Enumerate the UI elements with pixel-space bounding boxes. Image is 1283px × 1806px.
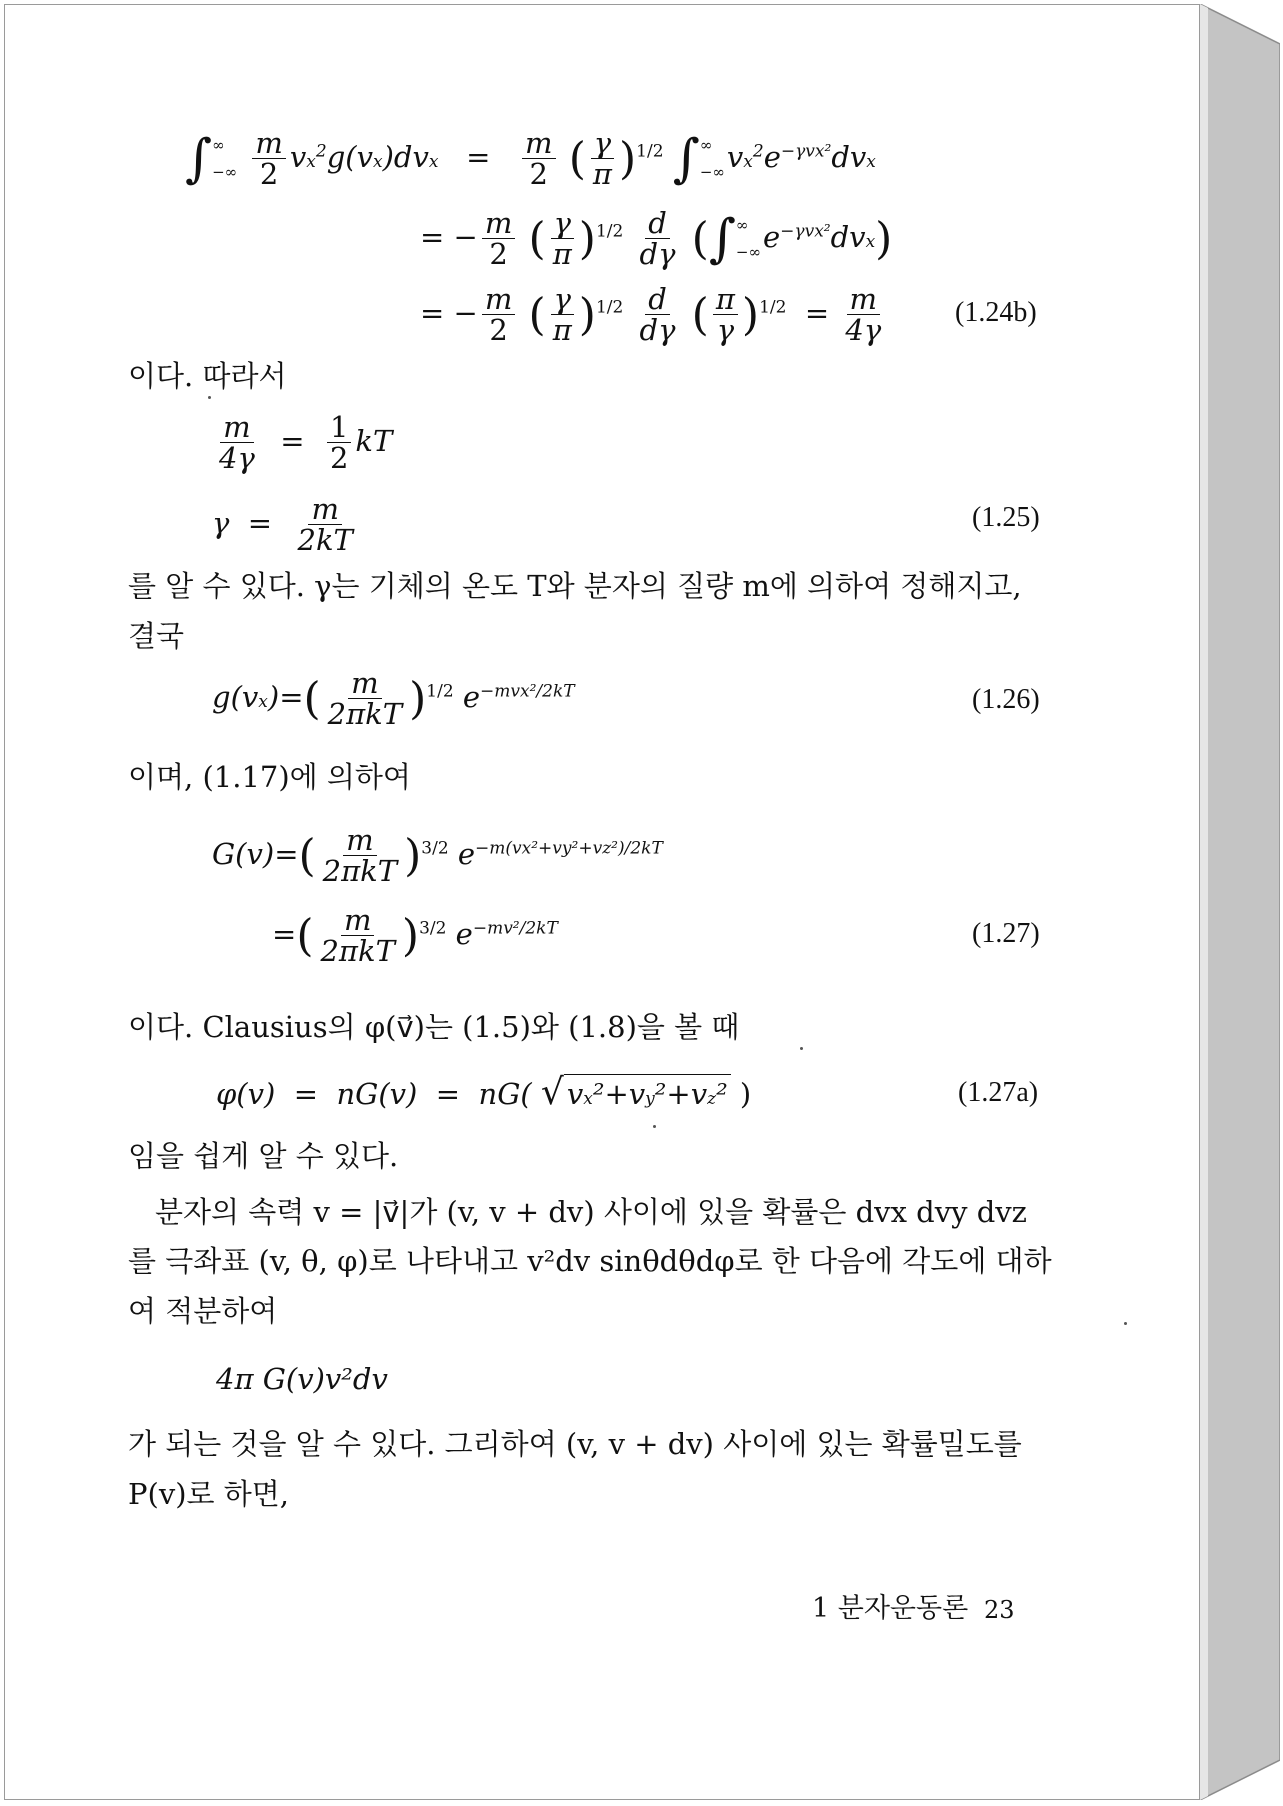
eq-125: γ = $\frac{m}{2kT}$ xyxy=(212,492,353,558)
eq-number-124b: (1.24b) xyxy=(955,297,1037,328)
eq-number-127a: (1.27a) xyxy=(958,1077,1039,1108)
text-imyeo: 이며, (1.17)에 의하여 xyxy=(128,760,411,794)
eq-number-125: (1.25) xyxy=(972,502,1040,533)
text-speed-para-1: 분자의 속력 v = |v⃗|가 (v, v + dv) 사이에 있을 확률은 dvx dvy dvz xyxy=(155,1195,1027,1229)
eq-number-127: (1.27) xyxy=(972,918,1040,949)
eq-124b-line1: ∫ ∞ −∞ $\frac{m}{2}$ $vx^2g(vx)dvx$ = $\frac{m}{2}$ ( $\frac{\gamma}{\pi}$ )$^{1/2}$ ∫ ∞ −∞ $vx^2e^{-\gamma vx^2}dvx$ xyxy=(185,126,876,192)
eq-127-line2: =( $\frac{m}{\text{2πkT}}$ )$^{3/2}$ $e^{-mv^2/2kT}$ xyxy=(272,903,558,969)
eq-127a: φ(v) = nG(v) = nG( √ vx²+vy²+vz² ) xyxy=(216,1072,752,1113)
eq-126: g(vx)=( $\frac{m}{\text{2πkT}}$ )$^{1/2}$ $e^{-mvx^2/2kT}$ xyxy=(212,666,575,732)
text-easy: 임을 쉽게 알 수 있다. xyxy=(128,1139,399,1173)
text-speed-para-3: 여 적분하여 xyxy=(128,1294,278,1328)
text-prob-para-2: P(v)로 하면, xyxy=(128,1477,290,1511)
text-clausius: 이다. Clausius의 φ(v⃗)는 (1.5)와 (1.8)을 볼 때 xyxy=(128,1010,740,1044)
eq-124b-line3: = − $\frac{m}{2}$ ( $\frac{\gamma}{\pi}$ )$^{1/2}$ $\frac{d}{d\gamma}$ ( $\frac{\pi}{\gamma}$ )$^{1/2}$ = $\frac{m}{4\gamma}$ xyxy=(420,282,882,348)
book-edge-graphic xyxy=(1200,4,1280,1800)
text-gyeolguk: 결국 xyxy=(128,619,185,653)
eq-m-over-4gamma: $\frac{m}{4\gamma}$ = $\frac{1}{2}$ kT xyxy=(219,410,393,476)
scan-speck xyxy=(1124,1322,1127,1325)
eq-number-126: (1.26) xyxy=(972,684,1040,715)
scan-speck xyxy=(800,1047,803,1050)
scan-speck xyxy=(653,1125,656,1128)
text-speed-para-2: 를 극좌표 (v, θ, φ)로 나타내고 v²dv sinθdθdφ로 한 다음에 각도에 대하 xyxy=(128,1244,1052,1278)
eq-127-line1: G(v)=( $\frac{m}{\text{2πkT}}$ )$^{3/2}$ $e^{-m(vx^2+vy^2+vz^2)/2kT}$ xyxy=(212,823,663,889)
text-gamma-desc: 를 알 수 있다. γ는 기체의 온도 T와 분자의 질량 m에 의하여 정해지고, xyxy=(128,569,1022,603)
footer-chapter: 1 분자운동론 xyxy=(812,1593,969,1624)
eq-124b-line2: = − $\frac{m}{2}$ ( $\frac{\gamma}{\pi}$ )$^{1/2}$ $\frac{d}{d\gamma}$ (∫ ∞ −∞ $e^{-\gamma vx^2}dvx$) xyxy=(420,206,893,272)
expr-4pi-gv: 4π G(v)v²dv xyxy=(216,1362,388,1396)
footer-page-number: 23 xyxy=(984,1596,1015,1624)
text-ida-ttaraseo: 이다. 따라서 xyxy=(128,359,287,393)
book-page xyxy=(4,4,1200,1800)
scan-speck xyxy=(208,396,211,399)
text-prob-para-1: 가 되는 것을 알 수 있다. 그리하여 (v, v + dv) 사이에 있는 확률밀도를 xyxy=(128,1427,1022,1461)
